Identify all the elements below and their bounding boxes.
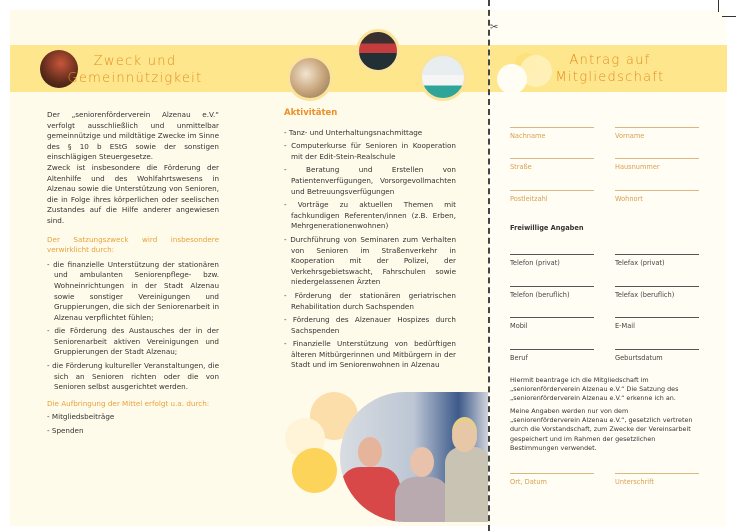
activities-section — [284, 108, 456, 374]
title-line: Mitgliedschaft — [555, 70, 665, 85]
subheading: Der Satzungszweck wird insbesondere verwirklicht durch: — [47, 234, 219, 255]
list-item: - die Förderung kultureller Veranstaltungen, die sich an Senioren richten oder die von Senioren selbst ausgerichtet werden. — [47, 361, 219, 392]
application-statement: Hiermit beantrage ich die Mitgliedschaft im „seniorenförderverein Alzenau e.V.“ Die Satzung des „seniorenförderverein Alzenau e.V.“ erkenne ich an. — [510, 376, 679, 403]
decor-circle — [292, 448, 337, 493]
purpose-section — [47, 110, 219, 440]
intro-paragraph: Der „seniorenförderverein Alzenau e.V.“ verfolgt ausschließlich und unmittelbar gemeinnützige und mildtätige Zwecke im Sinne des § 10 b EStG sowie der sonstigen einschlägigen Steuergesetze. — [47, 110, 219, 162]
list-item: - die Förderung des Austausches der in der Seniorenarbeit aktiven Vereinigungen und Gruppierungen der Stadt Alzenau; — [47, 326, 219, 357]
list-item: - Förderung der stationären geriatrischen Rehabilitation durch Sachspenden — [284, 290, 456, 311]
list-item: - Beratung und Erstellen von Patientenverfügungen, Vorsorgevollmachten und Betreuungsverfügungen — [284, 165, 456, 196]
photo-seniors-newspaper — [287, 55, 333, 101]
photo-band — [356, 29, 400, 73]
house-number-field[interactable]: Hausnummer — [615, 158, 699, 171]
occupation-field[interactable]: Beruf — [510, 349, 594, 362]
place-date-field[interactable]: Ort, Datum — [510, 473, 594, 486]
phone-work-field[interactable]: Telefon (beruflich) — [510, 286, 594, 299]
list-item: - Finanzielle Unterstützung von bedürftigen älteren Mitbürgerinnen und Mitbürgern in der Stadt und im Seniorenwohnen in Alzenau — [284, 339, 456, 370]
list-item: - Spenden — [47, 426, 84, 436]
signature-field[interactable]: Unterschrift — [615, 473, 699, 486]
purpose-paragraph: Zweck ist insbesondere die Förderung der Altenhilfe und des Wohlfahrtswesens in Alzenau sowie die Unterstützung von Senioren, die in Folge ihres körperlichen oder seelischen Zustandes auf die Hilfe anderer angewiesen sind. — [47, 162, 219, 225]
title-line: Antrag auf — [569, 53, 651, 68]
list-item: - Computerkurse für Senioren in Kooperation mit der Edit-Stein-Realschule — [284, 141, 456, 161]
email-field[interactable]: E-Mail — [615, 317, 699, 330]
fax-private-field[interactable]: Telefax (privat) — [615, 254, 699, 267]
cut-line — [488, 0, 490, 531]
postal-code-field[interactable]: Postleitzahl — [510, 190, 594, 203]
crop-mark — [722, 16, 736, 17]
list-item: - Tanz- und Unterhaltungsnachmittage — [284, 127, 423, 137]
mobile-field[interactable]: Mobil — [510, 317, 594, 330]
firstname-field[interactable]: Vorname — [615, 127, 699, 140]
photo-computer-course — [340, 392, 488, 522]
list-item: - Durchführung von Seminaren zum Verhalten von Senioren im Straßenverkehr in Kooperation mit der Polizei, der Verkehrsgebietswacht, Fahrschulen sowie niedergelassenen Ärzten — [284, 234, 456, 287]
left-title — [60, 53, 210, 87]
scissors-icon: ✂ — [490, 22, 499, 33]
lastname-field[interactable]: Nachname — [510, 127, 594, 140]
title-line: Zweck und — [93, 54, 177, 69]
list-item: - Förderung des Alzenauer Hospizes durch Sachspenden — [284, 315, 456, 335]
list-item: - Mitgliedsbeiträge — [47, 412, 115, 422]
title-line: Gemeinnützigkeit — [67, 71, 203, 86]
crop-mark — [718, 0, 719, 12]
subheading: Die Aufbringung der Mittel erfolgt u.a. durch: — [47, 398, 210, 408]
privacy-statement: Meine Angaben werden nur von dem „seniorenförderverein Alzenau e.V.“, gesetzlich vertreten durch die Vorstandschaft, zum Zwecke der Vereinsarbeit gespeichert und im Rahmen der gesetzlichen Bestimmungen verwendet. — [510, 407, 693, 452]
list-item: - die finanzielle Unterstützung der stationären und ambulanten Seniorenpflege- bzw. Wohneinrichtungen in der Stadt Alzenau sowie sonstiger Vereinigungen und Gruppierungen, die sich der Seniorenarbeit in Alzenau verpflichtet fühlen; — [47, 259, 219, 322]
right-title — [535, 52, 685, 86]
street-field[interactable]: Straße — [510, 158, 594, 171]
activities-heading: Aktivitäten — [284, 108, 338, 118]
optional-heading: Freiwillige Angaben — [510, 224, 584, 232]
city-field[interactable]: Wohnort — [615, 190, 699, 203]
photo-group — [419, 53, 467, 101]
birthdate-field[interactable]: Geburtsdatum — [615, 349, 699, 362]
fax-work-field[interactable]: Telefax (beruflich) — [615, 286, 699, 299]
phone-private-field[interactable]: Telefon (privat) — [510, 254, 594, 267]
list-item: - Vorträge zu aktuellen Themen mit fachkundigen Referenten/innen (z.B. Erben, Mehrgenerationenwohnen) — [284, 200, 456, 231]
decor-circle — [497, 64, 527, 94]
